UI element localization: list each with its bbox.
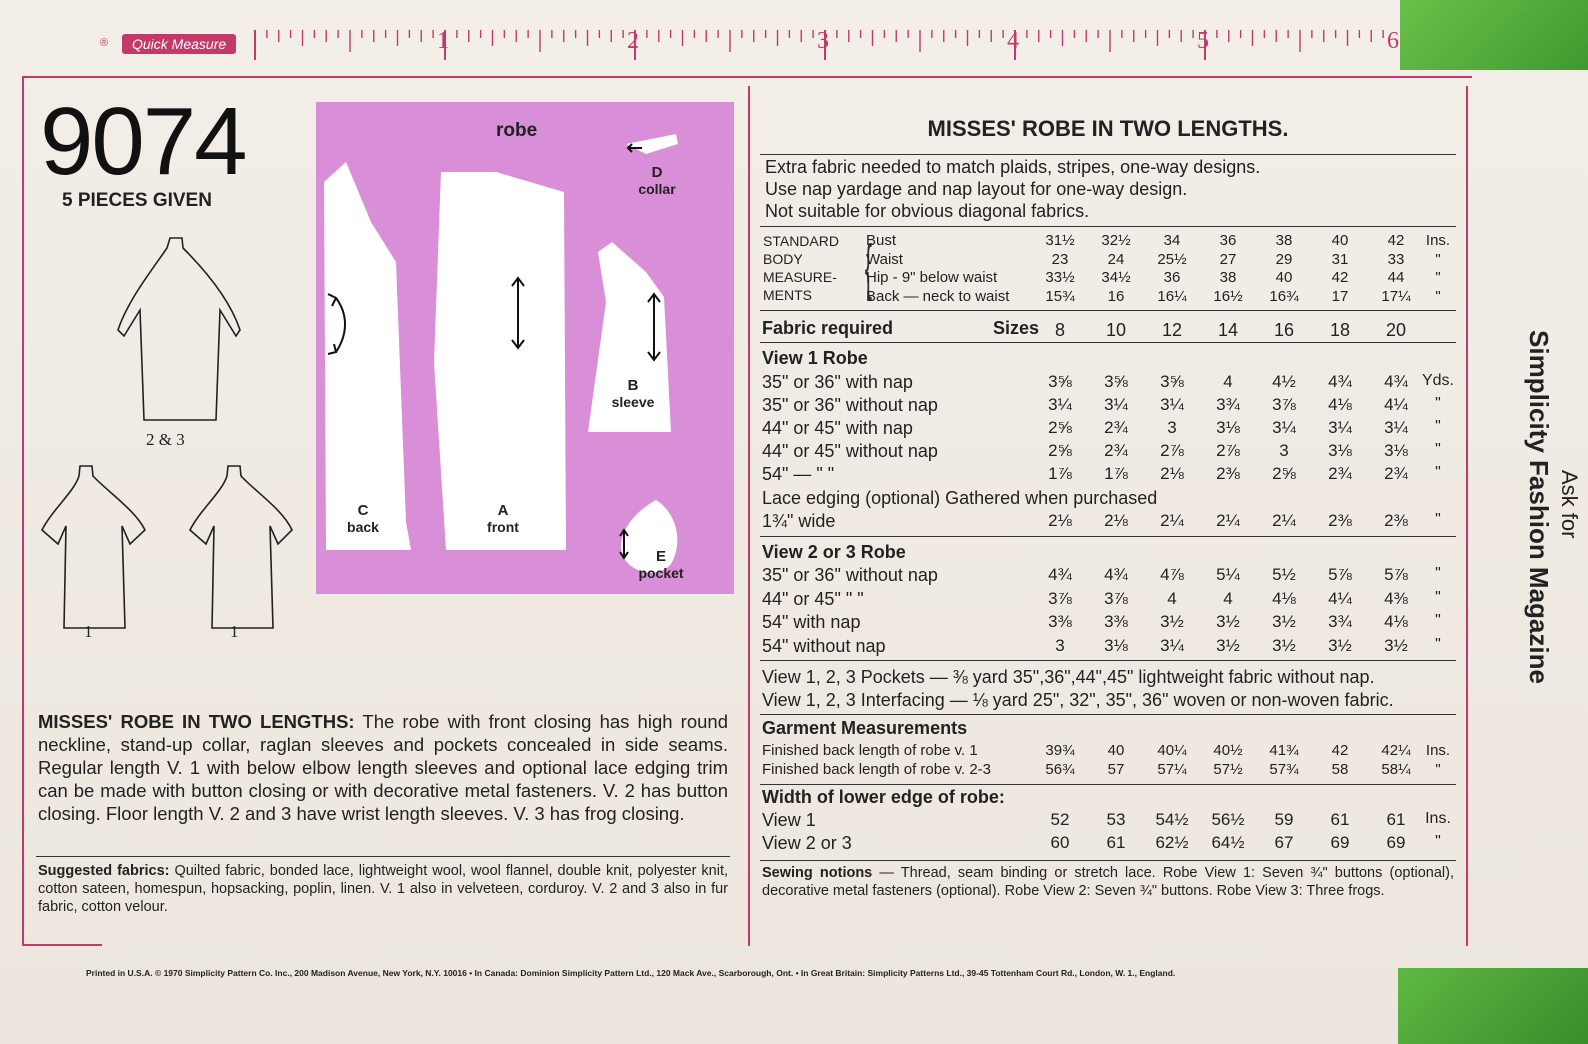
value-cell: 39¾ xyxy=(1045,742,1075,759)
frame-divider xyxy=(748,86,750,946)
value-cell: 61 xyxy=(1106,833,1126,852)
pieces-given: 5 PIECES GIVEN xyxy=(62,190,212,211)
value-cell: 3⅝ xyxy=(1160,372,1184,391)
sewing-notions xyxy=(762,864,1454,900)
piece-name: front xyxy=(487,519,519,535)
piece-letter: D xyxy=(651,164,663,181)
value-cell: 2⅝ xyxy=(1048,418,1072,437)
value-cell: 3¼ xyxy=(1328,418,1352,437)
green-tape-bottom xyxy=(1398,968,1588,1044)
suggested-fabrics xyxy=(38,862,728,916)
row-label: 35" or 36" with nap xyxy=(762,372,913,392)
value-cell: 64½ xyxy=(1211,833,1245,852)
value-cell: 52 xyxy=(1050,810,1070,829)
row-label: Finished back length of robe v. 2-3 xyxy=(762,761,992,778)
value-cell: 5½ xyxy=(1272,565,1296,584)
fabrics-rule xyxy=(36,856,730,857)
frame-bottom-left xyxy=(22,944,102,946)
value-cell: 2¾ xyxy=(1328,464,1352,483)
value-cell: 2⅜ xyxy=(1328,511,1352,530)
value-cell: 40 xyxy=(1275,269,1293,286)
pattern-pieces-diagram xyxy=(316,102,734,594)
piece-b-label xyxy=(610,377,656,411)
value-cell: 4½ xyxy=(1272,372,1296,391)
value-cell: 36 xyxy=(1219,232,1237,249)
value-cell: 3½ xyxy=(1272,635,1296,655)
fabrics-heading: Suggested fabrics: xyxy=(38,863,170,879)
value-cell: 53 xyxy=(1106,810,1126,829)
unit-cell: " xyxy=(1435,287,1441,305)
value-cell: 3 xyxy=(1167,418,1177,437)
value-cell: 57¼ xyxy=(1157,761,1187,778)
value-cell: 57¾ xyxy=(1269,761,1299,778)
piece-e-label xyxy=(634,548,688,582)
fabric-required-label: Fabric required xyxy=(762,318,894,338)
value-cell: 56½ xyxy=(1211,810,1245,829)
view-2-3-sketch xyxy=(118,238,240,420)
value-cell: 4⅛ xyxy=(1272,588,1296,608)
piece-letter: B xyxy=(627,377,639,394)
value-cell: 2¾ xyxy=(1104,441,1128,460)
value-cell: 3⅛ xyxy=(1104,635,1128,655)
value-cell: 3¼ xyxy=(1048,395,1072,414)
value-cell: 54½ xyxy=(1155,810,1189,829)
value-cell: 40 xyxy=(1107,742,1125,759)
piece-c-back xyxy=(324,162,411,550)
value-cell: 2¼ xyxy=(1160,511,1184,530)
value-cell: 3⅛ xyxy=(1328,441,1352,460)
quick-measure-badge: Quick Measure xyxy=(122,34,236,54)
pattern-robe-title: robe xyxy=(496,120,538,141)
value-cell: 4¼ xyxy=(1384,395,1408,414)
value-cell: 62½ xyxy=(1155,833,1189,852)
unit-cell: " xyxy=(1435,395,1441,412)
value-cell: 4¼ xyxy=(1328,588,1352,608)
value-cell: 61 xyxy=(1386,810,1406,829)
interfacing-line: View 1, 2, 3 Interfacing — ⅛ yard 25", 32", 35", 36" woven or non-woven fabric. xyxy=(762,690,1394,710)
value-cell: 33½ xyxy=(1045,269,1075,286)
value-cell: 4 xyxy=(1223,588,1233,608)
value-cell: 3 xyxy=(1055,635,1065,655)
value-cell: 29 xyxy=(1275,250,1293,268)
value-cell: 15¾ xyxy=(1045,287,1075,305)
measure-label-line: BODY xyxy=(763,251,803,267)
value-cell: 42 xyxy=(1331,269,1349,286)
measure-label-line: MEASURE- xyxy=(763,269,837,285)
piece-c-label xyxy=(340,502,386,536)
value-cell: 58 xyxy=(1331,761,1349,778)
view-label-1-left: 1 xyxy=(84,622,93,641)
unit-cell: Ins. xyxy=(1425,742,1451,759)
unit-cell: " xyxy=(1435,588,1441,606)
piece-name: sleeve xyxy=(611,394,655,410)
garment-rule xyxy=(760,784,1456,785)
value-cell: 23 xyxy=(1051,250,1069,268)
value-cell: 4 xyxy=(1223,372,1233,391)
green-tape-top xyxy=(1400,0,1588,70)
view-1-sketch-right xyxy=(190,466,292,628)
ruler-number: 4 xyxy=(1007,28,1019,54)
value-cell: 16 xyxy=(1107,287,1125,305)
value-cell: 3¾ xyxy=(1328,612,1352,631)
value-cell: 40½ xyxy=(1213,742,1243,759)
value-cell: 3⅛ xyxy=(1216,418,1240,437)
body-measure-label xyxy=(763,232,839,304)
value-cell: 42 xyxy=(1387,232,1405,249)
notions-heading: Sewing notions xyxy=(762,865,873,881)
value-cell: 38 xyxy=(1275,232,1293,249)
row-label: 1¾" wide xyxy=(762,511,836,531)
value-cell: 40¼ xyxy=(1157,742,1187,759)
lace-rule xyxy=(760,536,1456,537)
piece-letter: C xyxy=(357,502,369,519)
value-cell: 17¼ xyxy=(1381,287,1411,305)
value-cell: 3½ xyxy=(1216,635,1240,655)
value-cell: 3½ xyxy=(1384,635,1408,655)
value-cell: 3¼ xyxy=(1272,418,1296,437)
pattern-number: 9074 xyxy=(40,88,246,195)
unit-cell: " xyxy=(1435,761,1441,778)
value-cell: 3⅝ xyxy=(1104,372,1128,391)
row-label: 35" or 36" without nap xyxy=(762,395,938,415)
value-cell: 31 xyxy=(1331,250,1349,268)
row-label: 54" without nap xyxy=(762,635,886,656)
value-cell: 3¼ xyxy=(1160,635,1184,655)
note-line: Not suitable for obvious diagonal fabrics. xyxy=(765,201,1090,221)
view-label-2-3: 2 & 3 xyxy=(146,430,185,449)
unit-cell: " xyxy=(1435,269,1441,286)
row-label: 35" or 36" without nap xyxy=(762,565,938,585)
value-cell: 42 xyxy=(1331,742,1349,759)
row-label: View 2 or 3 xyxy=(762,833,852,853)
description xyxy=(38,710,728,825)
piece-d-collar xyxy=(626,134,678,154)
ruler-number: 2 xyxy=(627,28,639,54)
unit-cell: " xyxy=(1435,565,1441,582)
value-cell: 38 xyxy=(1219,269,1237,286)
value-cell: 3⅞ xyxy=(1048,588,1072,608)
value-cell: 18 xyxy=(1329,320,1351,340)
piece-name: collar xyxy=(638,181,676,197)
value-cell: 10 xyxy=(1105,320,1127,340)
value-cell: 4⅞ xyxy=(1160,565,1184,584)
sizes-rule xyxy=(760,342,1456,343)
value-cell: 2⅜ xyxy=(1384,511,1408,530)
view1-heading: View 1 Robe xyxy=(762,348,868,368)
note-line: Extra fabric needed to match plaids, stripes, one-way designs. xyxy=(765,157,1261,177)
value-cell: 3⅜ xyxy=(1048,612,1072,631)
unit-cell: " xyxy=(1435,464,1441,481)
row-label: Finished back length of robe v. 1 xyxy=(762,742,978,759)
piece-name: back xyxy=(347,519,379,535)
value-cell: 16½ xyxy=(1213,287,1243,305)
body-rule xyxy=(760,310,1456,311)
value-cell: 33 xyxy=(1387,250,1405,268)
yardage-rule xyxy=(760,660,1456,661)
row-label: Back — neck to waist xyxy=(866,287,1010,305)
value-cell: 3⅛ xyxy=(1384,441,1408,460)
value-cell: 60 xyxy=(1050,833,1070,852)
value-cell: 3⅞ xyxy=(1272,395,1296,414)
value-cell: 2¾ xyxy=(1104,418,1128,437)
value-cell: 1⅞ xyxy=(1048,464,1072,483)
value-cell: 3⅜ xyxy=(1104,612,1128,631)
value-cell: 14 xyxy=(1217,320,1239,340)
value-cell: 3½ xyxy=(1160,612,1184,631)
view23-heading: View 2 or 3 Robe xyxy=(762,542,906,562)
piece-letter: E xyxy=(655,548,666,565)
value-cell: 59 xyxy=(1274,810,1294,829)
value-cell: 4⅛ xyxy=(1384,612,1408,631)
value-cell: 3¼ xyxy=(1104,395,1128,414)
row-label: Bust xyxy=(866,232,897,249)
unit-cell: " xyxy=(1435,833,1441,850)
piece-a-front xyxy=(434,172,566,550)
value-cell: 2⅝ xyxy=(1048,441,1072,460)
value-cell: 57½ xyxy=(1213,761,1243,778)
value-cell: 2⅞ xyxy=(1160,441,1184,460)
row-label: Hip - 9" below waist xyxy=(866,269,998,286)
view-1-sketch-left xyxy=(42,466,145,628)
value-cell: 2¼ xyxy=(1216,511,1240,530)
description-body: The robe with front closing has high round neckline, stand-up collar, raglan sleeves and pockets concealed in side seams. Regular length V. 1 with below elbow length sleeves and optional lace edging trim can be made with button closing or with decorative metal fasteners. V. 2 has button closing. Floor length V. 2 and 3 have wrist length sleeves. V. 3 has frog closing. xyxy=(38,711,728,824)
value-cell: 4⅜ xyxy=(1384,588,1408,608)
value-cell: 2⅝ xyxy=(1272,464,1296,483)
value-cell: 5⅞ xyxy=(1384,565,1408,584)
value-cell: 34½ xyxy=(1101,269,1131,286)
garment-heading: Garment Measurements xyxy=(762,718,968,738)
value-cell: 36 xyxy=(1163,269,1181,286)
value-cell: 32½ xyxy=(1101,232,1131,249)
value-cell: 42¼ xyxy=(1381,742,1411,759)
value-cell: 3½ xyxy=(1216,612,1240,631)
value-cell: 4¾ xyxy=(1104,565,1128,584)
notions-body: — Thread, seam binding or stretch lace. Robe View 1: Seven ¾" buttons (optional), decorative metal fasteners (optional). Robe View 2: Seven ¾" buttons. Robe View 3: Three frogs. xyxy=(762,865,1454,899)
piece-d-label xyxy=(634,164,680,198)
sizes-label: Sizes xyxy=(993,318,1040,338)
value-cell: 16¾ xyxy=(1269,287,1299,305)
value-cell: 3⅞ xyxy=(1104,588,1128,608)
unit-cell: " xyxy=(1435,441,1441,458)
value-cell: 17 xyxy=(1331,287,1349,305)
value-cell: 5¼ xyxy=(1216,565,1240,584)
measure-label-line: MENTS xyxy=(763,287,812,303)
row-label: 44" or 45" " " xyxy=(762,588,864,609)
row-label: 54" — " " xyxy=(762,464,835,484)
piece-letter: A xyxy=(497,502,509,519)
unit-cell: " xyxy=(1435,635,1441,653)
brace: { xyxy=(864,233,872,302)
value-cell: 34 xyxy=(1163,232,1181,249)
value-cell: 4 xyxy=(1167,588,1177,608)
piece-a-label xyxy=(480,502,526,536)
ruler-number: 6 xyxy=(1387,28,1399,54)
frame-top xyxy=(22,76,1472,78)
row-label: View 1 xyxy=(762,810,816,830)
value-cell: 3¾ xyxy=(1216,395,1240,414)
value-cell: 31½ xyxy=(1045,232,1075,249)
value-cell: 44 xyxy=(1387,269,1405,286)
value-cell: 20 xyxy=(1385,320,1407,340)
value-cell: 57 xyxy=(1107,761,1125,778)
unit-cell: " xyxy=(1435,418,1441,435)
value-cell: 2¼ xyxy=(1272,511,1296,530)
width-heading: Width of lower edge of robe: xyxy=(762,787,1005,807)
value-cell: 3¼ xyxy=(1384,418,1408,437)
row-label: Waist xyxy=(866,250,903,268)
side-advert-magazine: Simplicity Fashion Magazine xyxy=(1524,330,1554,684)
row-label: 44" or 45" without nap xyxy=(762,441,938,461)
fabric-notes xyxy=(765,156,1260,222)
value-cell: 2⅞ xyxy=(1216,441,1240,460)
unit-cell: " xyxy=(1435,511,1441,528)
value-cell: 56¾ xyxy=(1045,761,1075,778)
registered-mark: ® xyxy=(100,37,109,49)
unit-cell: " xyxy=(1435,612,1441,629)
side-advert-ask: Ask for xyxy=(1557,470,1582,539)
value-cell: 2⅛ xyxy=(1048,511,1072,530)
value-cell: 12 xyxy=(1161,320,1183,340)
value-cell: 69 xyxy=(1330,833,1350,852)
ruler-number: 3 xyxy=(817,28,829,54)
chart-title: MISSES' ROBE IN TWO LENGTHS. xyxy=(927,116,1289,141)
value-cell: 8 xyxy=(1054,320,1065,340)
value-cell: 41¾ xyxy=(1269,742,1299,759)
unit-cell: Yds. xyxy=(1421,372,1454,389)
value-cell: 2¾ xyxy=(1384,464,1408,483)
value-cell: 58¼ xyxy=(1381,761,1411,778)
unit-cell: Ins. xyxy=(1425,810,1451,827)
value-cell: 1⅞ xyxy=(1104,464,1128,483)
value-cell: 4¾ xyxy=(1328,372,1352,391)
value-cell: 61 xyxy=(1330,810,1350,829)
value-cell: 2⅛ xyxy=(1104,511,1128,530)
value-cell: 3½ xyxy=(1328,635,1352,655)
value-cell: 27 xyxy=(1219,250,1237,268)
value-cell: 4¾ xyxy=(1384,372,1408,391)
footer-imprint: Printed in U.S.A. © 1970 Simplicity Pattern Co. Inc., 200 Madison Avenue, New York, N.Y. 10016 • In Canada: Dominion Simplicity Pattern Ltd., 120 Mack Ave., Scarborough, Ont. • In Great Britain: Simplicity Patterns Ltd., 39-45 Tottenham Court Rd., London, W. 1., England. xyxy=(86,968,1176,978)
value-cell: 25½ xyxy=(1157,250,1187,268)
lace-heading: Lace edging (optional) Gathered when purchased xyxy=(762,488,1158,508)
value-cell: 40 xyxy=(1331,232,1349,249)
value-cell: 67 xyxy=(1274,833,1294,852)
notes-rule xyxy=(760,226,1456,227)
value-cell: 5⅞ xyxy=(1328,565,1352,584)
description-heading: MISSES' ROBE IN TWO LENGTHS: xyxy=(38,711,355,732)
value-cell: 3½ xyxy=(1272,612,1296,631)
value-cell: 4⅛ xyxy=(1328,395,1352,414)
frame-left xyxy=(22,76,24,946)
value-cell: 16¼ xyxy=(1157,287,1187,305)
interfacing-rule xyxy=(760,714,1456,715)
value-cell: 3 xyxy=(1279,441,1289,460)
measure-label-line: STANDARD xyxy=(763,233,839,249)
view-label-1-right: 1 xyxy=(230,622,239,641)
value-cell: 16 xyxy=(1273,320,1295,340)
title-rule xyxy=(760,154,1456,155)
pockets-interfacing xyxy=(762,666,1394,712)
row-label: 44" or 45" with nap xyxy=(762,418,913,438)
ruler-number: 5 xyxy=(1197,28,1209,54)
value-cell: 4¾ xyxy=(1048,565,1072,584)
fabrics-body: Quilted fabric, bonded lace, lightweight wool, wool flannel, double knit, polyester knit, cotton sateen, homespun, hopsacking, poplin, linen. V. 1 also in velveteen, corduroy. V. 2 and 3 also in fur fabric, cotton velour. xyxy=(38,863,728,915)
unit-cell: " xyxy=(1435,250,1441,268)
value-cell: 3⅝ xyxy=(1048,372,1072,391)
value-cell: 2⅛ xyxy=(1160,464,1184,483)
value-cell: 24 xyxy=(1107,250,1125,268)
ruler-number: 1 xyxy=(437,28,449,54)
pockets-line: View 1, 2, 3 Pockets — ⅜ yard 35",36",44",45" lightweight fabric without nap. xyxy=(762,667,1375,687)
frame-right xyxy=(1466,86,1468,946)
unit-cell: Ins. xyxy=(1425,232,1451,249)
note-line: Use nap yardage and nap layout for one-way design. xyxy=(765,179,1188,199)
value-cell: 69 xyxy=(1386,833,1406,852)
value-cell: 2⅜ xyxy=(1216,464,1240,483)
value-cell: 3¼ xyxy=(1160,395,1184,414)
piece-name: pocket xyxy=(638,565,684,581)
width-rule xyxy=(760,860,1456,861)
side-advert xyxy=(1510,330,1582,750)
row-label: 54" with nap xyxy=(762,612,861,632)
